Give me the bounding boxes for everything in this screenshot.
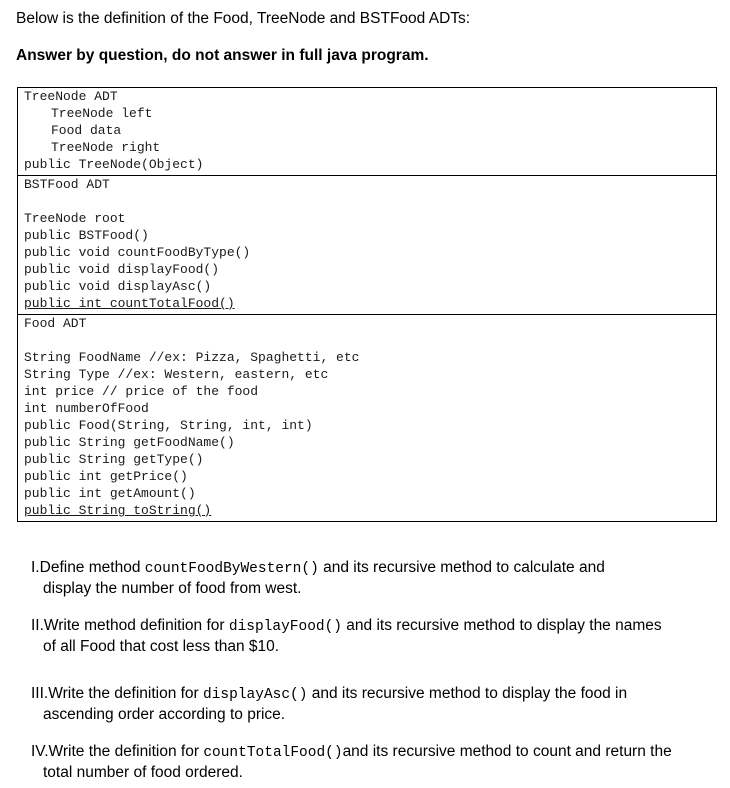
question-2 bbox=[31, 616, 721, 657]
method-code: countFoodByWestern() bbox=[144, 561, 319, 577]
instruction-text: Answer by question, do not answer in full java program. bbox=[16, 47, 429, 64]
bstfood-line: public void countFoodByType() bbox=[24, 245, 251, 260]
question-number: II. bbox=[31, 617, 44, 634]
question-text: and its recursive method to display the food in bbox=[307, 685, 628, 702]
treenode-adt-title: TreeNode ADT bbox=[24, 89, 118, 104]
question-text: and its recursive method to display the names bbox=[342, 617, 662, 634]
question-number: I. bbox=[31, 559, 40, 576]
question-text: and its recursive method to calculate and bbox=[318, 559, 605, 576]
treenode-field-left: TreeNode left bbox=[51, 106, 153, 121]
question-text: Write the definition for bbox=[48, 685, 204, 702]
bstfood-line: public void displayAsc() bbox=[24, 279, 212, 294]
treenode-field-right: TreeNode right bbox=[51, 140, 161, 155]
food-line: public Food(String, String, int, int) bbox=[24, 418, 313, 433]
question-continuation: of all Food that cost less than $10. bbox=[43, 638, 280, 655]
food-line: int numberOfFood bbox=[24, 401, 149, 416]
food-adt-title: Food ADT bbox=[24, 316, 87, 331]
question-4 bbox=[31, 742, 721, 783]
method-code: countTotalFood() bbox=[203, 745, 343, 761]
question-3 bbox=[31, 684, 721, 725]
food-line: String Type //ex: Western, eastern, etc bbox=[24, 367, 329, 382]
intro-text: Below is the definition of the Food, TreeNode and BSTFood ADTs: bbox=[16, 10, 471, 27]
adt-definitions-table bbox=[17, 87, 717, 522]
treenode-field-data: Food data bbox=[51, 123, 122, 138]
bstfood-line: public int countTotalFood() bbox=[24, 296, 235, 311]
food-line: int price // price of the food bbox=[24, 384, 259, 399]
treenode-adt-section bbox=[18, 88, 716, 175]
question-number: IV. bbox=[31, 743, 49, 760]
question-continuation: ascending order according to price. bbox=[43, 706, 286, 723]
question-1 bbox=[31, 558, 721, 599]
bstfood-line: public void displayFood() bbox=[24, 262, 220, 277]
method-code: displayAsc() bbox=[203, 687, 308, 703]
food-line: String FoodName //ex: Pizza, Spaghetti, etc bbox=[24, 350, 360, 365]
food-line: public String getFoodName() bbox=[24, 435, 235, 450]
bstfood-line: TreeNode root bbox=[24, 211, 126, 226]
question-number: III. bbox=[31, 685, 49, 702]
bstfood-line: public BSTFood() bbox=[24, 228, 149, 243]
question-text: Define method bbox=[39, 559, 145, 576]
treenode-constructor: public TreeNode(Object) bbox=[24, 157, 204, 172]
bstfood-adt-title: BSTFood ADT bbox=[24, 177, 110, 192]
food-line: public int getAmount() bbox=[24, 486, 196, 501]
food-adt-section bbox=[18, 314, 716, 521]
food-line: public String toString() bbox=[24, 503, 212, 518]
blank-line bbox=[24, 332, 716, 349]
question-text: Write the definition for bbox=[48, 743, 204, 760]
method-code: displayFood() bbox=[228, 619, 342, 635]
food-line: public int getPrice() bbox=[24, 469, 188, 484]
question-text: and its recursive method to count and return the bbox=[342, 743, 672, 760]
question-text: Write method definition for bbox=[43, 617, 229, 634]
question-continuation: total number of food ordered. bbox=[43, 764, 243, 781]
bstfood-adt-section bbox=[18, 175, 716, 314]
blank-line bbox=[24, 193, 716, 210]
question-continuation: display the number of food from west. bbox=[43, 580, 302, 597]
food-line: public String getType() bbox=[24, 452, 204, 467]
